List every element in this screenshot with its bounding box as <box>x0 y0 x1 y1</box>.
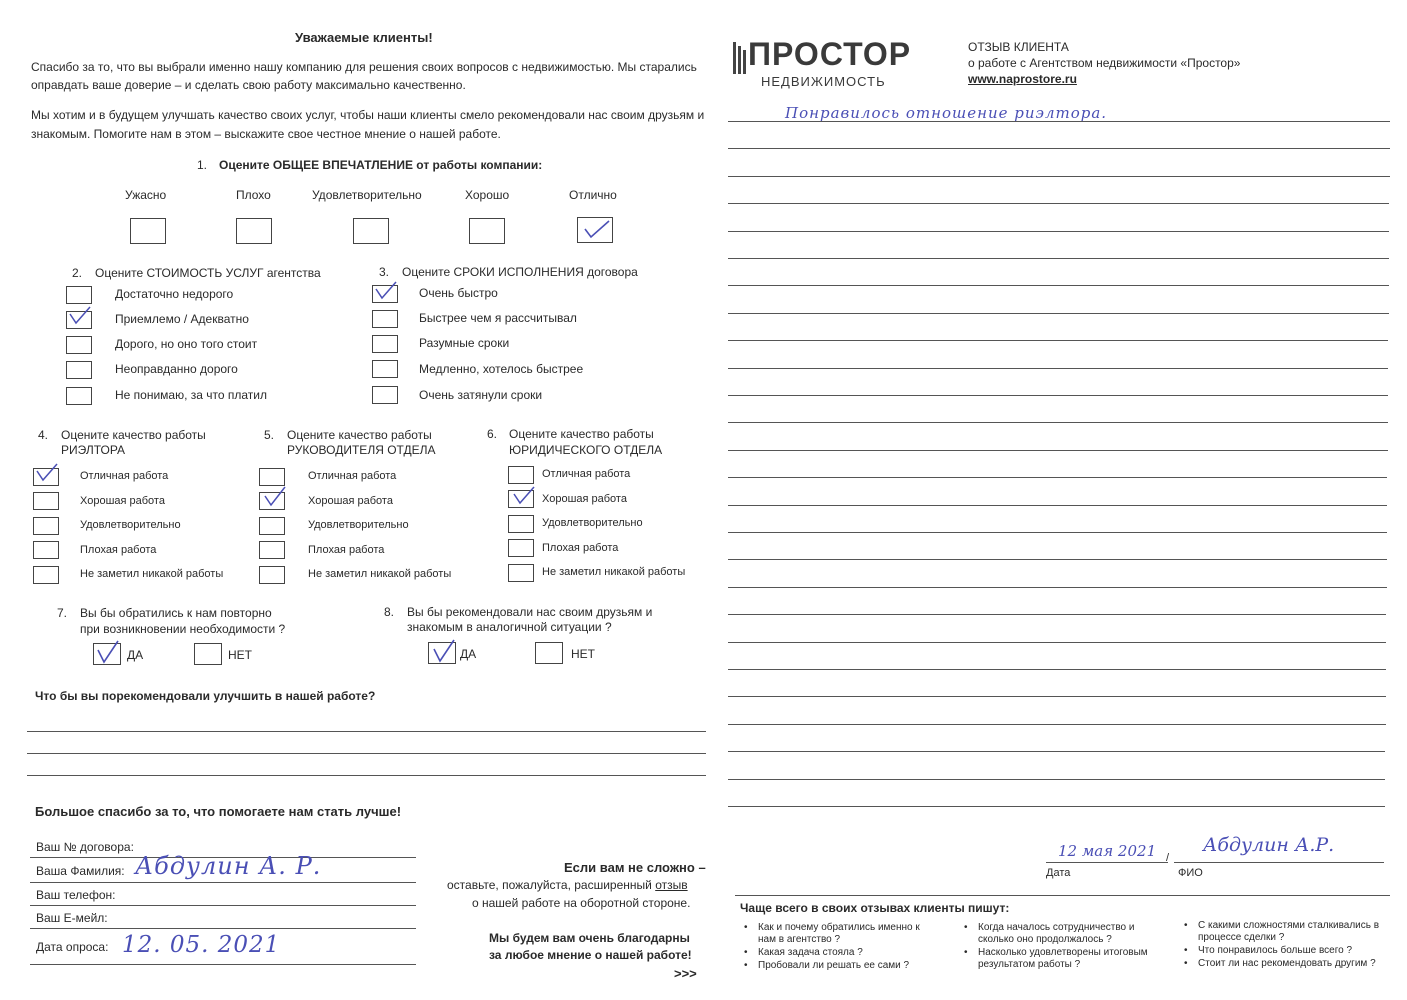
review-line[interactable] <box>728 395 1388 396</box>
signature-name[interactable]: Абдулин А.Р. <box>1203 834 1335 856</box>
intro-line-1: Спасибо за то, что вы выбрали именно нашу компанию для решения своих вопросов с недвижимостью. Мы старались <box>31 60 697 74</box>
hint-item: • Стоит ли нас рекомендовать другим ? <box>1198 958 1383 970</box>
q1-option-label: Отлично <box>569 188 617 202</box>
review-line[interactable] <box>728 258 1389 259</box>
review-line[interactable] <box>728 779 1385 780</box>
q2-checkbox[interactable] <box>66 286 92 304</box>
surname-value[interactable]: Абдулин А. Р. <box>135 852 322 880</box>
slash-separator: / <box>1166 852 1170 864</box>
answer-line[interactable] <box>27 753 706 754</box>
q1-checkbox[interactable] <box>236 218 272 244</box>
q4-option-label: Не заметил никакой работы <box>80 568 224 580</box>
thanks-heading: Большое спасибо за то, что помогаете нам стать лучше! <box>35 804 402 819</box>
q5-title-emphasis: РУКОВОДИТЕЛЯ ОТДЕЛА <box>287 443 436 457</box>
intro-line-2: оправдать ваше доверие – и сделать свою работу максимально качественно. <box>31 78 466 92</box>
review-line[interactable] <box>728 340 1388 341</box>
q5-title: Оцените качество работы <box>287 428 432 442</box>
q6-option-label: Не заметил никакой работы <box>542 566 686 578</box>
q3-checkbox[interactable] <box>372 360 398 378</box>
intro-line-4: знакомым. Помогите нам в этом – выскажите свое честное мнение о нашей работе. <box>31 127 501 141</box>
review-line[interactable] <box>728 806 1385 807</box>
checkmark-icon <box>374 281 400 306</box>
q2-option-label: Дорого, но оно того стоит <box>115 337 258 351</box>
q2-option-label: Достаточно недорого <box>115 287 234 301</box>
q2-title: Оцените СТОИМОСТЬ УСЛУГ агентства <box>95 266 321 280</box>
name-caption: ФИО <box>1178 867 1203 879</box>
review-line[interactable] <box>728 203 1389 204</box>
q2-checkbox[interactable] <box>66 387 92 405</box>
email-label: Ваш E-мейл: <box>36 911 108 925</box>
checkmark-icon <box>96 640 122 671</box>
q4-checkbox[interactable] <box>33 492 59 510</box>
q6-title-emphasis: ЮРИДИЧЕСКОГО ОТДЕЛА <box>509 443 663 457</box>
hints-column-2 <box>978 922 1163 971</box>
q4-number: 4. <box>38 428 49 442</box>
checkmark-icon <box>35 463 61 488</box>
checkmark-icon <box>263 486 289 513</box>
promo-line-2 <box>447 878 688 893</box>
date-line[interactable] <box>1046 862 1168 863</box>
q4-title-emphasis: РИЭЛТОРА <box>61 443 126 457</box>
q6-checkbox[interactable] <box>508 539 534 557</box>
q3-checkbox[interactable] <box>372 335 398 353</box>
q1-option-label: Хорошо <box>465 188 510 202</box>
q1-title: Оцените ОБЩЕЕ ВПЕЧАТЛЕНИЕ от работы компании: <box>219 158 543 172</box>
surname-field[interactable] <box>30 882 416 883</box>
review-line[interactable] <box>728 696 1386 697</box>
q4-title: Оцените качество работы <box>61 428 206 442</box>
review-line[interactable] <box>728 724 1386 725</box>
header-title: ОТЗЫВ КЛИЕНТА <box>968 40 1069 54</box>
q3-checkbox[interactable] <box>372 386 398 404</box>
q1-number: 1. <box>197 158 208 172</box>
review-line[interactable] <box>728 587 1387 588</box>
q8-yes-label: ДА <box>460 647 477 661</box>
review-line[interactable] <box>728 231 1389 232</box>
q7-no-label: НЕТ <box>228 648 252 662</box>
q4-option-label: Плохая работа <box>80 544 157 556</box>
q1-checkbox[interactable] <box>130 218 166 244</box>
review-line[interactable] <box>728 313 1389 314</box>
q8-title-line-2: знакомым в аналогичной ситуации ? <box>407 620 612 634</box>
promo-line-4: Мы будем вам очень благодарны <box>489 931 690 945</box>
q3-title: Оцените СРОКИ ИСПОЛНЕНИЯ договора <box>402 265 638 279</box>
hints-column-3 <box>1198 920 1383 970</box>
q1-checkbox[interactable] <box>353 218 389 244</box>
review-line[interactable] <box>728 505 1387 506</box>
promo-line-1: Если вам не сложно – <box>564 860 706 875</box>
logo-mark-icon <box>733 42 745 74</box>
review-line[interactable] <box>728 368 1388 369</box>
q5-checkbox[interactable] <box>259 566 285 584</box>
review-line[interactable] <box>728 532 1387 533</box>
greeting: Уважаемые клиенты! <box>295 30 433 45</box>
checkmark-icon <box>512 486 538 511</box>
q8-title: Вы бы рекомендовали нас своим друзьям и <box>407 605 653 619</box>
q2-number: 2. <box>72 266 83 280</box>
q5-option-label: Не заметил никакой работы <box>308 568 452 580</box>
hint-item: • Когда началось сотрудничество и сколько оно продолжалось ? <box>978 922 1163 946</box>
promo-line-5: за любое мнение о нашей работе! <box>489 948 692 962</box>
q3-checkbox[interactable] <box>372 310 398 328</box>
q2-checkbox[interactable] <box>66 361 92 379</box>
promo-line-3: о нашей работе на оборотной стороне. <box>472 896 691 910</box>
hints-column-1 <box>758 922 938 972</box>
q2-option-label: Приемлемо / Адекватно <box>115 312 249 326</box>
review-line[interactable] <box>728 751 1385 752</box>
hint-item: • Насколько удовлетворены итоговым результатом работы ? <box>978 947 1163 971</box>
q7-no-checkbox[interactable] <box>194 643 222 665</box>
q6-option-label: Удовлетворительно <box>542 517 643 529</box>
review-line[interactable] <box>728 121 1390 122</box>
q1-checkbox[interactable] <box>469 218 505 244</box>
review-line[interactable] <box>728 669 1386 670</box>
date-field[interactable] <box>30 964 416 965</box>
q1-option-label: Удовлетворительно <box>312 188 422 202</box>
q4-option-label: Хорошая работа <box>80 495 165 507</box>
phone-field[interactable] <box>30 905 416 906</box>
q6-checkbox[interactable] <box>508 466 534 484</box>
logo-text: ПРОСТОР <box>748 36 912 72</box>
checkmark-icon <box>68 306 94 331</box>
q8-no-label: НЕТ <box>571 647 595 661</box>
hint-item: • С какими сложностями сталкивались в процессе сделки ? <box>1198 920 1383 944</box>
review-line[interactable] <box>728 642 1386 643</box>
review-line[interactable] <box>728 176 1390 177</box>
hint-item: • Какая задача стояла ? <box>758 947 938 959</box>
q5-option-label: Отличная работа <box>308 470 397 482</box>
q6-checkbox[interactable] <box>508 515 534 533</box>
q7-number: 7. <box>57 606 68 620</box>
q4-checkbox[interactable] <box>33 541 59 559</box>
review-line[interactable] <box>728 450 1388 451</box>
review-line[interactable] <box>728 422 1388 423</box>
name-line[interactable] <box>1174 862 1384 863</box>
review-line[interactable] <box>728 559 1387 560</box>
q2-checkbox[interactable] <box>66 336 92 354</box>
contract-label: Ваш № договора: <box>36 840 134 854</box>
q4-checkbox[interactable] <box>33 566 59 584</box>
review-line[interactable] <box>728 285 1389 286</box>
hint-item: • Как и почему обратились именно к нам в агентство ? <box>758 922 938 946</box>
promo-text: оставьте, пожалуйста, расширенный <box>447 878 656 892</box>
signature-date[interactable]: 12 мая 2021 <box>1058 842 1157 860</box>
q5-option-label: Удовлетворительно <box>308 519 409 531</box>
q8-no-checkbox[interactable] <box>535 642 563 664</box>
hints-title: Чаще всего в своих отзывах клиенты пишут: <box>740 901 1010 915</box>
q3-number: 3. <box>379 265 390 279</box>
q5-option-label: Хорошая работа <box>308 495 393 507</box>
q2-option-label: Не понимаю, за что платил <box>115 388 268 402</box>
arrows: >>> <box>674 966 697 981</box>
review-line[interactable] <box>728 148 1390 149</box>
hint-item: • Что понравилось больше всего ? <box>1198 945 1383 957</box>
q1-option-label: Плохо <box>236 188 271 202</box>
logo-subtitle: НЕДВИЖИМОСТЬ <box>761 74 886 89</box>
q3-option-label: Медленно, хотелось быстрее <box>419 362 584 376</box>
phone-label: Ваш телефон: <box>36 888 116 902</box>
q2-option-label: Неоправданно дорого <box>115 362 238 376</box>
review-line[interactable] <box>728 477 1387 478</box>
q4-option-label: Отличная работа <box>80 470 169 482</box>
q4-checkbox[interactable] <box>33 517 59 535</box>
q5-option-label: Плохая работа <box>308 544 385 556</box>
date-caption: Дата <box>1046 867 1071 879</box>
q6-option-label: Плохая работа <box>542 542 619 554</box>
q6-checkbox[interactable] <box>508 564 534 582</box>
email-field[interactable] <box>30 928 416 929</box>
q5-checkbox[interactable] <box>259 541 285 559</box>
answer-line[interactable] <box>27 731 706 732</box>
checkmark-icon <box>583 219 613 246</box>
improve-question: Что бы вы порекомендовали улучшить в нашей работе? <box>35 689 376 703</box>
q7-title-line-2: при возникновении необходимости ? <box>80 622 286 636</box>
q1-option-label: Ужасно <box>125 188 167 202</box>
date-label: Дата опроса: <box>36 940 109 954</box>
q7-yes-label: ДА <box>127 648 144 662</box>
q6-option-label: Отличная работа <box>542 468 631 480</box>
q6-option-label: Хорошая работа <box>542 493 627 505</box>
q5-checkbox[interactable] <box>259 517 285 535</box>
q6-title: Оцените качество работы <box>509 427 654 441</box>
review-line[interactable] <box>728 614 1386 615</box>
surname-label: Ваша Фамилия: <box>36 864 125 878</box>
q4-option-label: Удовлетворительно <box>80 519 181 531</box>
q7-title: Вы бы обратились к нам повторно <box>80 606 272 620</box>
date-value[interactable]: 12. 05. 2021 <box>122 932 281 958</box>
handwritten-review[interactable]: Понравилось отношение риэлтора. <box>785 104 1108 122</box>
review-link[interactable]: отзыв <box>655 878 688 892</box>
website-link[interactable]: www.naprostore.ru <box>968 72 1077 86</box>
q5-number: 5. <box>264 428 275 442</box>
answer-line[interactable] <box>27 775 706 776</box>
q3-option-label: Очень затянули сроки <box>419 388 543 402</box>
q8-number: 8. <box>384 605 395 619</box>
checkmark-icon <box>432 639 458 670</box>
intro-line-3: Мы хотим и в будущем улучшать качество своих услуг, чтобы наши клиенты смело рекомендовали нас своим друзьям и <box>31 108 705 122</box>
q5-checkbox[interactable] <box>259 468 285 486</box>
header-subtitle: о работе с Агентством недвижимости «Простор» <box>968 56 1241 70</box>
q6-number: 6. <box>487 427 498 441</box>
hint-item: • Пробовали ли решать ее сами ? <box>758 960 938 972</box>
q3-option-label: Разумные сроки <box>419 336 510 350</box>
q3-option-label: Очень быстро <box>419 286 498 300</box>
q3-option-label: Быстрее чем я рассчитывал <box>419 311 577 325</box>
divider <box>735 895 1390 896</box>
